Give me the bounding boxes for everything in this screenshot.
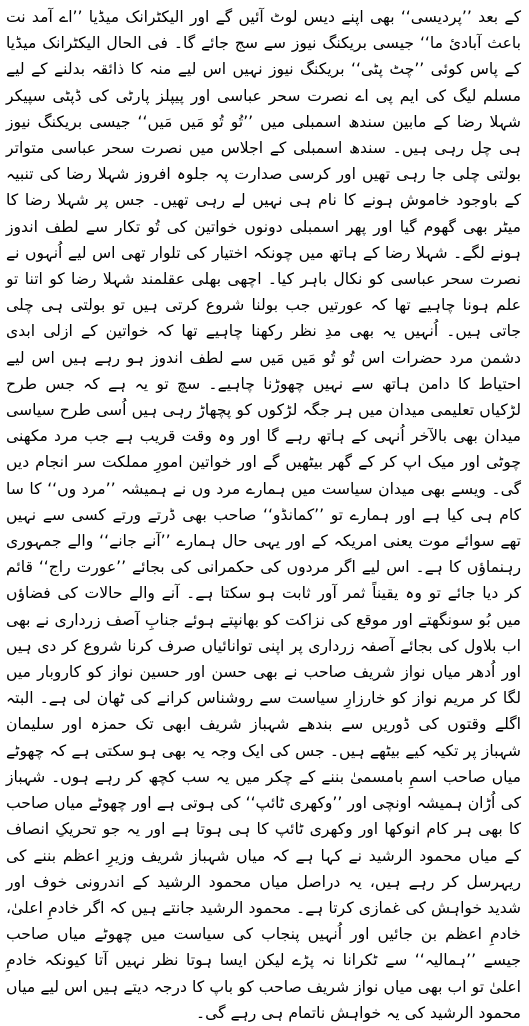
article-body: کے بعد ’’پردیسی‘‘ بھی اپنے دیس لوٹ آئیں گے اور الیکٹرانک میڈیا ’’اے آمد نت باعث آبادئ ما‘‘ جیسی بریکنگ نیوز سے سج جائے گا۔ فی الحال الیکٹرانک میڈیا کے پاس کوئی ’’چٹ پٹی‘‘ بریکنگ نیوز نہیں اس لیے منہ کا ذائقہ بدلنے کے لیے مسلم لیگ کی ایم پی اے نصرت سحر عباسی اور پیپلز پارٹی کی ڈپٹی سپیکر شہلا رضا کے مابین سندھ اسمبلی میں ’’تُو تُو مَیں مَیں‘‘ جیسی بریکنگ نیوز ہی چل رہی ہیں۔ سندھ اسمبلی کے اجلاس میں نصرت سحر عباسی متواتر بولتی چلی جا رہی تھیں اور کرسی صدارت پہ جلوہ افروز شہلا رضا کی تنبیہ کے باوجود خاموش ہونے کا نام ہی نہیں لے رہی تھیں۔ جس پر شہلا رضا کا میٹر بھی گھوم گیا اور پھر اسمبلی دونوں خواتین کی تُو تکار سے لطف اندوز ہونے لگے۔ شہلا رضا کے ہاتھ میں چونکہ اختیار کی تلوار تھی اس لیے اُنہوں نے نصرت سحر عباسی کو نکال باہر کیا۔ اچھی بھلی عقلمند شہلا رضا کو اتنا تو علم ہونا چاہیے تھا کہ عورتیں جب بولنا شروع کرتی ہیں تو بولتی ہی چلی جاتی ہیں۔ اُنہیں یہ بھی مدِ نظر رکھنا چاہیے تھا کہ خواتین کے ازلی ابدی دشمن مرد حضرات اس تُو تُو مَیں مَیں سے لطف اندوز ہو رہے ہیں اس لیے احتیاط کا دامن ہاتھ سے نہیں چھوڑنا چاہیے۔ سچ تو یہ ہے کہ جس طرح لڑکیاں تعلیمی میدان میں ہر جگہ لڑکوں کو پچھاڑ رہی ہیں اُسی طرح سیاسی میدان بھی بالآخر اُنہی کے ہاتھ رہے گا اور وہ وقت قریب ہے جب مرد مکھنی چوٹی اور میک اپ کر کے گھر بیٹھیں گے اور خواتین امورِ مملکت سر انجام دیں گی۔ ویسے بھی میدان سیاست میں ہمارے مرد وں نے ہمیشہ ’’مرد وں‘‘ کا سا کام ہی کیا ہے اور ہمارے تو ’’کمانڈو‘‘ صاحب بھی ڈرتے ورتے کسی سے نہیں تھے سوائے موت یعنی امریکہ کے اور یہی حال ہمارے ’’آنے جانے‘‘ والے جمہوری رہنماؤں کا ہے۔ اس لیے اگر مردوں کی حکمرانی کی بجائے ’’عورت راج‘‘ قائم کر دیا جائے تو وہ یقیناً ثمر آور ثابت ہو سکتا ہے۔ آنے والے حالات کی فضاؤں میں بُو سونگھتے اور موقع کی نزاکت کو بھانپتے ہوئے جنابِ آصف زرداری نے بھی اب بلاول کی بجائے آصفہ زرداری پر اپنی توانائیاں صرف کرنا شروع کر دی ہیں اور اُدھر میاں نواز شریف صاحب نے بھی حسن اور حسین نواز کو کاروبار میں لگا کر مریم نواز کو خارزارِ سیاست سے روشناس کرانے کی ٹھان لی ہے۔ البتہ اگلے وقتوں کی ڈوریں سے بندھے شہباز شریف ابھی تک حمزہ اور سلیمان شہباز پر تکیہ کیے بیٹھے ہیں۔ جس کی ایک وجہ یہ بھی ہو سکتی ہے کہ چھوٹے میاں صاحب اسمِ بامسمیٰ بننے کے چکر میں یہ سب کچھ کر رہے ہوں۔ شہباز کی اُڑان ہمیشہ اونچی اور ’’وکھری ٹائپ‘‘ کی ہوتی ہے اور چھوٹے میاں صاحب کا بھی ہر کام انوکھا اور وکھری ٹائپ کا ہی ہوتا ہے اور یہ جو تحریکِ انصاف کے میاں محمود الرشید نے کہا ہے کہ میاں شہباز شریف وزیرِ اعظم بننے کی ریہرسل کر رہے ہیں، یہ دراصل میاں محمود الرشید کے اندرونی خوف اور شدید خواہش کی غمازی کرتا ہے۔ محمود الرشید جانتے ہیں کہ اگر خادمِ اعلیٰ، خادمِ اعظم بن جائیں اور اُنہیں پنجاب کی سیاست میں چھوٹے میاں صاحب جیسے ’’ہمالیہ‘‘ سے ٹکرانا نہ پڑے لیکن ایسا ہوتا نظر نہیں آتا کیونکہ خادمِ اعلیٰ تو اب بھی میاں نواز شریف صاحب کو باپ کا درجہ دیتے ہیں اس لیے میاں محمود الرشید کی یہ خواہش ناتمام ہی رہے گی۔ bbox=[6, 8, 521, 1022]
